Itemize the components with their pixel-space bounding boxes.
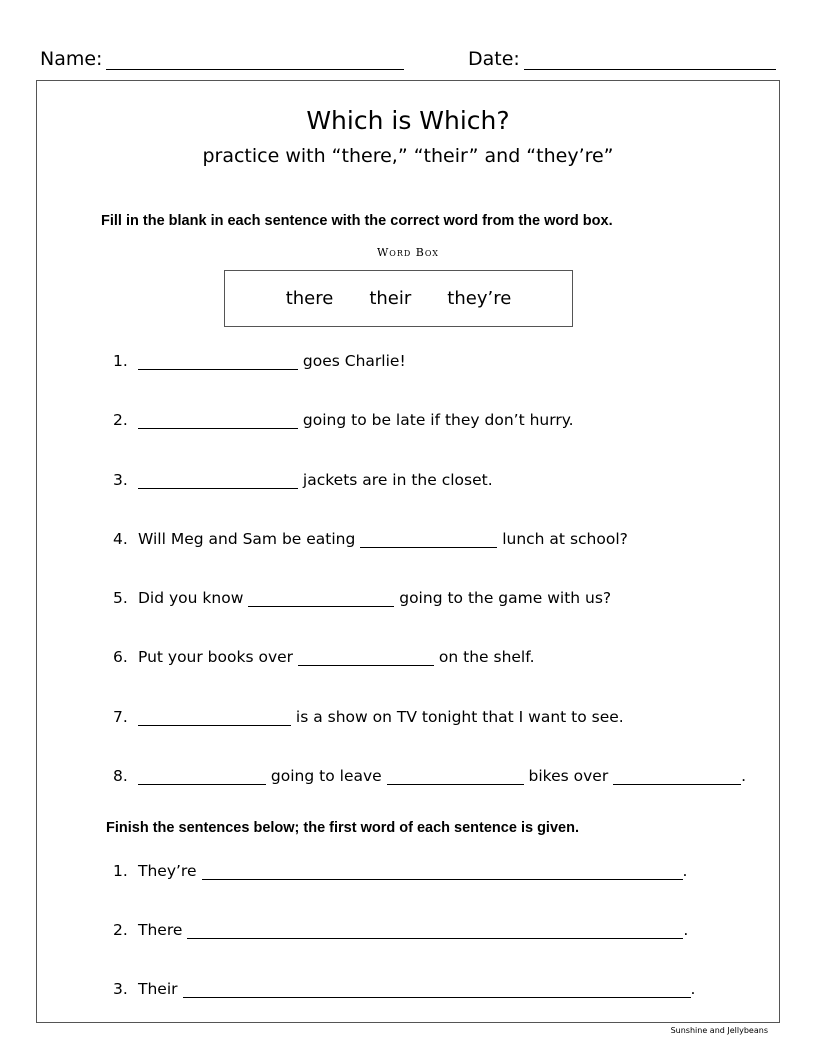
item-text: on the shelf. (433, 648, 535, 666)
finish-item-3 (113, 980, 695, 998)
starter-word: There (138, 921, 183, 939)
finish-item-1 (113, 862, 687, 880)
date-field[interactable] (468, 48, 776, 70)
finish-item-2 (113, 921, 688, 939)
word-box-word: there (285, 288, 334, 309)
item-text: going to leave (266, 767, 387, 785)
starter-word: Their (138, 980, 178, 998)
item-end: . (683, 921, 689, 939)
word-box (224, 270, 573, 327)
answer-blank[interactable] (248, 592, 394, 607)
fill-item-2 (113, 411, 574, 429)
item-end: . (682, 862, 688, 880)
answer-blank[interactable] (138, 355, 298, 370)
answer-blank[interactable] (138, 414, 298, 429)
item-end: . (690, 980, 696, 998)
answer-blank[interactable] (360, 533, 497, 548)
item-number: 2. (113, 921, 128, 939)
answer-line[interactable] (183, 983, 691, 998)
name-line[interactable] (106, 51, 404, 70)
item-text: jackets are in the closet. (298, 471, 493, 489)
answer-line[interactable] (187, 924, 683, 939)
item-number: 8. (113, 767, 128, 785)
fill-item-6 (113, 648, 535, 666)
date-line[interactable] (524, 51, 776, 70)
answer-blank[interactable] (138, 474, 298, 489)
name-field[interactable] (40, 48, 404, 70)
item-text: goes Charlie! (298, 352, 406, 370)
answer-blank[interactable] (387, 770, 524, 785)
page-subtitle: practice with “there,” “their” and “they’re” (202, 145, 614, 167)
item-text: is a show on TV tonight that I want to see. (291, 708, 624, 726)
item-text: . (741, 767, 747, 785)
fill-item-7 (113, 708, 624, 726)
item-number: 5. (113, 589, 128, 607)
item-text: going to the game with us? (394, 589, 612, 607)
item-text: Did you know (138, 589, 249, 607)
word-box-word: their (369, 288, 412, 309)
item-text: going to be late if they don’t hurry. (298, 411, 574, 429)
item-number: 6. (113, 648, 128, 666)
item-number: 1. (113, 862, 128, 880)
fill-item-4 (113, 530, 628, 548)
item-text: bikes over (523, 767, 614, 785)
instruction-fill-blank: Fill in the blank in each sentence with the correct word from the word box. (101, 213, 613, 229)
fill-item-8 (113, 767, 746, 785)
answer-blank[interactable] (138, 711, 291, 726)
date-label: Date: (468, 48, 520, 70)
word-box-label: Word Box (377, 246, 439, 259)
item-text: Will Meg and Sam be eating (138, 530, 361, 548)
fill-item-3 (113, 471, 493, 489)
answer-blank[interactable] (298, 651, 434, 666)
fill-item-5 (113, 589, 611, 607)
item-number: 4. (113, 530, 128, 548)
word-box-word: they’re (447, 288, 512, 309)
answer-blank[interactable] (613, 770, 741, 785)
answer-blank[interactable] (138, 770, 266, 785)
item-text: Put your books over (138, 648, 298, 666)
name-label: Name: (40, 48, 103, 70)
starter-word: They’re (138, 862, 197, 880)
item-number: 3. (113, 471, 128, 489)
item-number: 2. (113, 411, 128, 429)
instruction-finish-sentences: Finish the sentences below; the first word of each sentence is given. (106, 820, 579, 836)
footer-credit: Sunshine and Jellybeans (670, 1026, 768, 1035)
item-text: lunch at school? (497, 530, 628, 548)
item-number: 7. (113, 708, 128, 726)
answer-line[interactable] (202, 865, 683, 880)
item-number: 3. (113, 980, 128, 998)
page-title: Which is Which? (306, 106, 510, 135)
fill-item-1 (113, 352, 406, 370)
item-number: 1. (113, 352, 128, 370)
